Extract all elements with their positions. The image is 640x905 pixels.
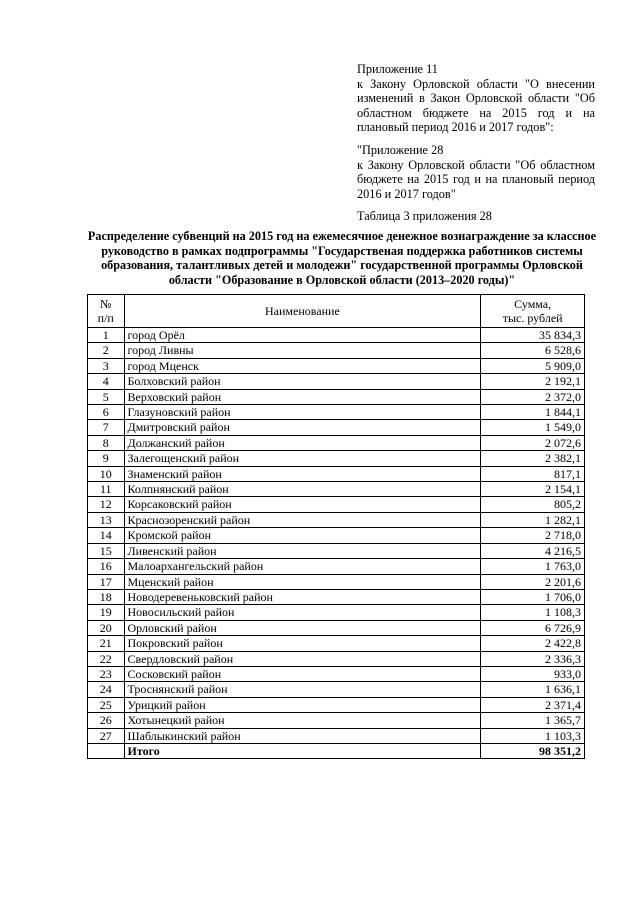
appendix-11-block <box>357 62 595 135</box>
row-sum-cell: 933,0 <box>481 666 585 681</box>
table-row <box>88 343 585 358</box>
table-row <box>88 636 585 651</box>
row-num-cell: 10 <box>88 466 125 481</box>
row-num-cell: 3 <box>88 358 125 373</box>
row-name-cell: Кромской район <box>124 528 481 543</box>
table-row <box>88 358 585 373</box>
row-name-cell: город Мценск <box>124 358 481 373</box>
row-sum-cell: 1 706,0 <box>481 589 585 604</box>
table-row <box>88 682 585 697</box>
row-num-cell: 17 <box>88 574 125 589</box>
row-num-cell: 20 <box>88 620 125 635</box>
row-sum-cell: 2 382,1 <box>481 451 585 466</box>
row-sum-cell: 1 549,0 <box>481 420 585 435</box>
table-row <box>88 620 585 635</box>
document-heading: Распределение субвенций на 2015 год на ежемесячное денежное вознаграждение за классное руководство в рамках подпрограммы "Государственая поддержка работников системы образования, талантливых детей и молодежи" государственной программы Орловской области "Образование в Орловской области (2013–2020 годы)" <box>87 229 597 287</box>
row-sum-cell: 2 422,8 <box>481 636 585 651</box>
row-name-cell: Дмитровский район <box>124 420 481 435</box>
row-num-cell: 13 <box>88 512 125 527</box>
row-name-cell: город Орёл <box>124 328 481 343</box>
row-num-cell: 12 <box>88 497 125 512</box>
header-sum-line2: тыс. рублей <box>502 311 563 325</box>
table-note: Таблица 3 приложения 28 <box>357 209 492 223</box>
row-sum-cell: 1 103,3 <box>481 728 585 743</box>
row-num-cell: 16 <box>88 559 125 574</box>
total-sum: 98 351,2 <box>481 743 585 758</box>
table-row <box>88 574 585 589</box>
table-row <box>88 374 585 389</box>
row-name-cell: Должанский район <box>124 435 481 450</box>
row-name-cell: Ливенский район <box>124 543 481 558</box>
table-row <box>88 589 585 604</box>
row-num-cell: 22 <box>88 651 125 666</box>
row-name-cell: Верховский район <box>124 389 481 404</box>
table-row <box>88 543 585 558</box>
table-row <box>88 451 585 466</box>
row-sum-cell: 35 834,3 <box>481 328 585 343</box>
table-row <box>88 466 585 481</box>
row-num-cell: 23 <box>88 666 125 681</box>
row-sum-cell: 1 844,1 <box>481 405 585 420</box>
row-name-cell: Корсаковский район <box>124 497 481 512</box>
row-name-cell: Глазуновский район <box>124 405 481 420</box>
row-sum-cell: 2 072,6 <box>481 435 585 450</box>
table-row <box>88 666 585 681</box>
row-num-cell: 14 <box>88 528 125 543</box>
total-num-cell <box>88 743 125 758</box>
table-total-row <box>88 743 585 758</box>
table-row <box>88 405 585 420</box>
row-num-cell: 8 <box>88 435 125 450</box>
row-sum-cell: 6 726,9 <box>481 620 585 635</box>
row-sum-cell: 5 909,0 <box>481 358 585 373</box>
row-name-cell: Урицкий район <box>124 697 481 712</box>
row-num-cell: 24 <box>88 682 125 697</box>
row-num-cell: 15 <box>88 543 125 558</box>
row-name-cell: Свердловский район <box>124 651 481 666</box>
row-sum-cell: 2 192,1 <box>481 374 585 389</box>
row-name-cell: Знаменский район <box>124 466 481 481</box>
row-num-cell: 9 <box>88 451 125 466</box>
table-row <box>88 420 585 435</box>
row-num-cell: 4 <box>88 374 125 389</box>
row-num-cell: 1 <box>88 328 125 343</box>
subvention-table <box>87 294 585 759</box>
row-sum-cell: 1 108,3 <box>481 605 585 620</box>
row-name-cell: Хотынецкий район <box>124 713 481 728</box>
table-body <box>88 328 585 744</box>
row-sum-cell: 817,1 <box>481 466 585 481</box>
row-sum-cell: 2 154,1 <box>481 482 585 497</box>
table-row <box>88 697 585 712</box>
appendix-11-title: Приложение 11 <box>357 62 438 76</box>
header-num-line1: № <box>100 296 112 311</box>
row-sum-cell: 1 365,7 <box>481 713 585 728</box>
table-row <box>88 482 585 497</box>
table-row <box>88 389 585 404</box>
row-name-cell: Колпнянский район <box>124 482 481 497</box>
row-sum-cell: 1 636,1 <box>481 682 585 697</box>
table-row <box>88 328 585 343</box>
row-num-cell: 26 <box>88 713 125 728</box>
table-row <box>88 728 585 743</box>
row-name-cell: Болховский район <box>124 374 481 389</box>
row-num-cell: 7 <box>88 420 125 435</box>
appendix-28-block <box>357 143 595 201</box>
table-row <box>88 651 585 666</box>
row-num-cell: 2 <box>88 343 125 358</box>
table-row <box>88 497 585 512</box>
row-sum-cell: 6 528,6 <box>481 343 585 358</box>
row-name-cell: Мценский район <box>124 574 481 589</box>
total-label: Итого <box>124 743 481 758</box>
row-num-cell: 11 <box>88 482 125 497</box>
row-num-cell: 6 <box>88 405 125 420</box>
header-name: Наименование <box>124 295 481 328</box>
row-sum-cell: 4 216,5 <box>481 543 585 558</box>
table-row <box>88 713 585 728</box>
row-sum-cell: 2 336,3 <box>481 651 585 666</box>
header-num-line2: п/п <box>97 311 114 325</box>
table-row <box>88 605 585 620</box>
appendix-28-title: "Приложение 28 <box>357 143 444 157</box>
table-header-row <box>88 295 585 328</box>
appendix-11-text: к Закону Орловской области "О внесении изменений в Закон Орловской области "Об областном бюджете на 2015 год и на плановый период 2016 и 2017 годов": <box>357 76 595 135</box>
header-sum <box>481 295 585 328</box>
row-name-cell: Покровский район <box>124 636 481 651</box>
table-row <box>88 435 585 450</box>
row-num-cell: 18 <box>88 589 125 604</box>
row-name-cell: Краснозоренский район <box>124 512 481 527</box>
table-row <box>88 559 585 574</box>
row-name-cell: Малоархангельский район <box>124 559 481 574</box>
row-name-cell: Троснянский район <box>124 682 481 697</box>
row-num-cell: 5 <box>88 389 125 404</box>
row-name-cell: Шаблыкинский район <box>124 728 481 743</box>
appendix-28-text: к Закону Орловской области "Об областном бюджете на 2015 год и на плановый период 2016 и 2017 годов" <box>357 157 595 201</box>
row-name-cell: Орловский район <box>124 620 481 635</box>
row-name-cell: Новосильский район <box>124 605 481 620</box>
row-name-cell: Залегощенский район <box>124 451 481 466</box>
row-num-cell: 25 <box>88 697 125 712</box>
row-sum-cell: 1 282,1 <box>481 512 585 527</box>
header-num <box>88 295 125 328</box>
row-name-cell: Новодеревеньковский район <box>124 589 481 604</box>
row-sum-cell: 2 372,0 <box>481 389 585 404</box>
row-sum-cell: 2 201,6 <box>481 574 585 589</box>
row-sum-cell: 2 718,0 <box>481 528 585 543</box>
row-name-cell: Сосковский район <box>124 666 481 681</box>
row-name-cell: город Ливны <box>124 343 481 358</box>
row-num-cell: 19 <box>88 605 125 620</box>
table-row <box>88 528 585 543</box>
row-num-cell: 21 <box>88 636 125 651</box>
header-sum-line1: Сумма, <box>514 296 552 311</box>
table-row <box>88 512 585 527</box>
row-sum-cell: 805,2 <box>481 497 585 512</box>
row-sum-cell: 1 763,0 <box>481 559 585 574</box>
row-sum-cell: 2 371,4 <box>481 697 585 712</box>
row-num-cell: 27 <box>88 728 125 743</box>
